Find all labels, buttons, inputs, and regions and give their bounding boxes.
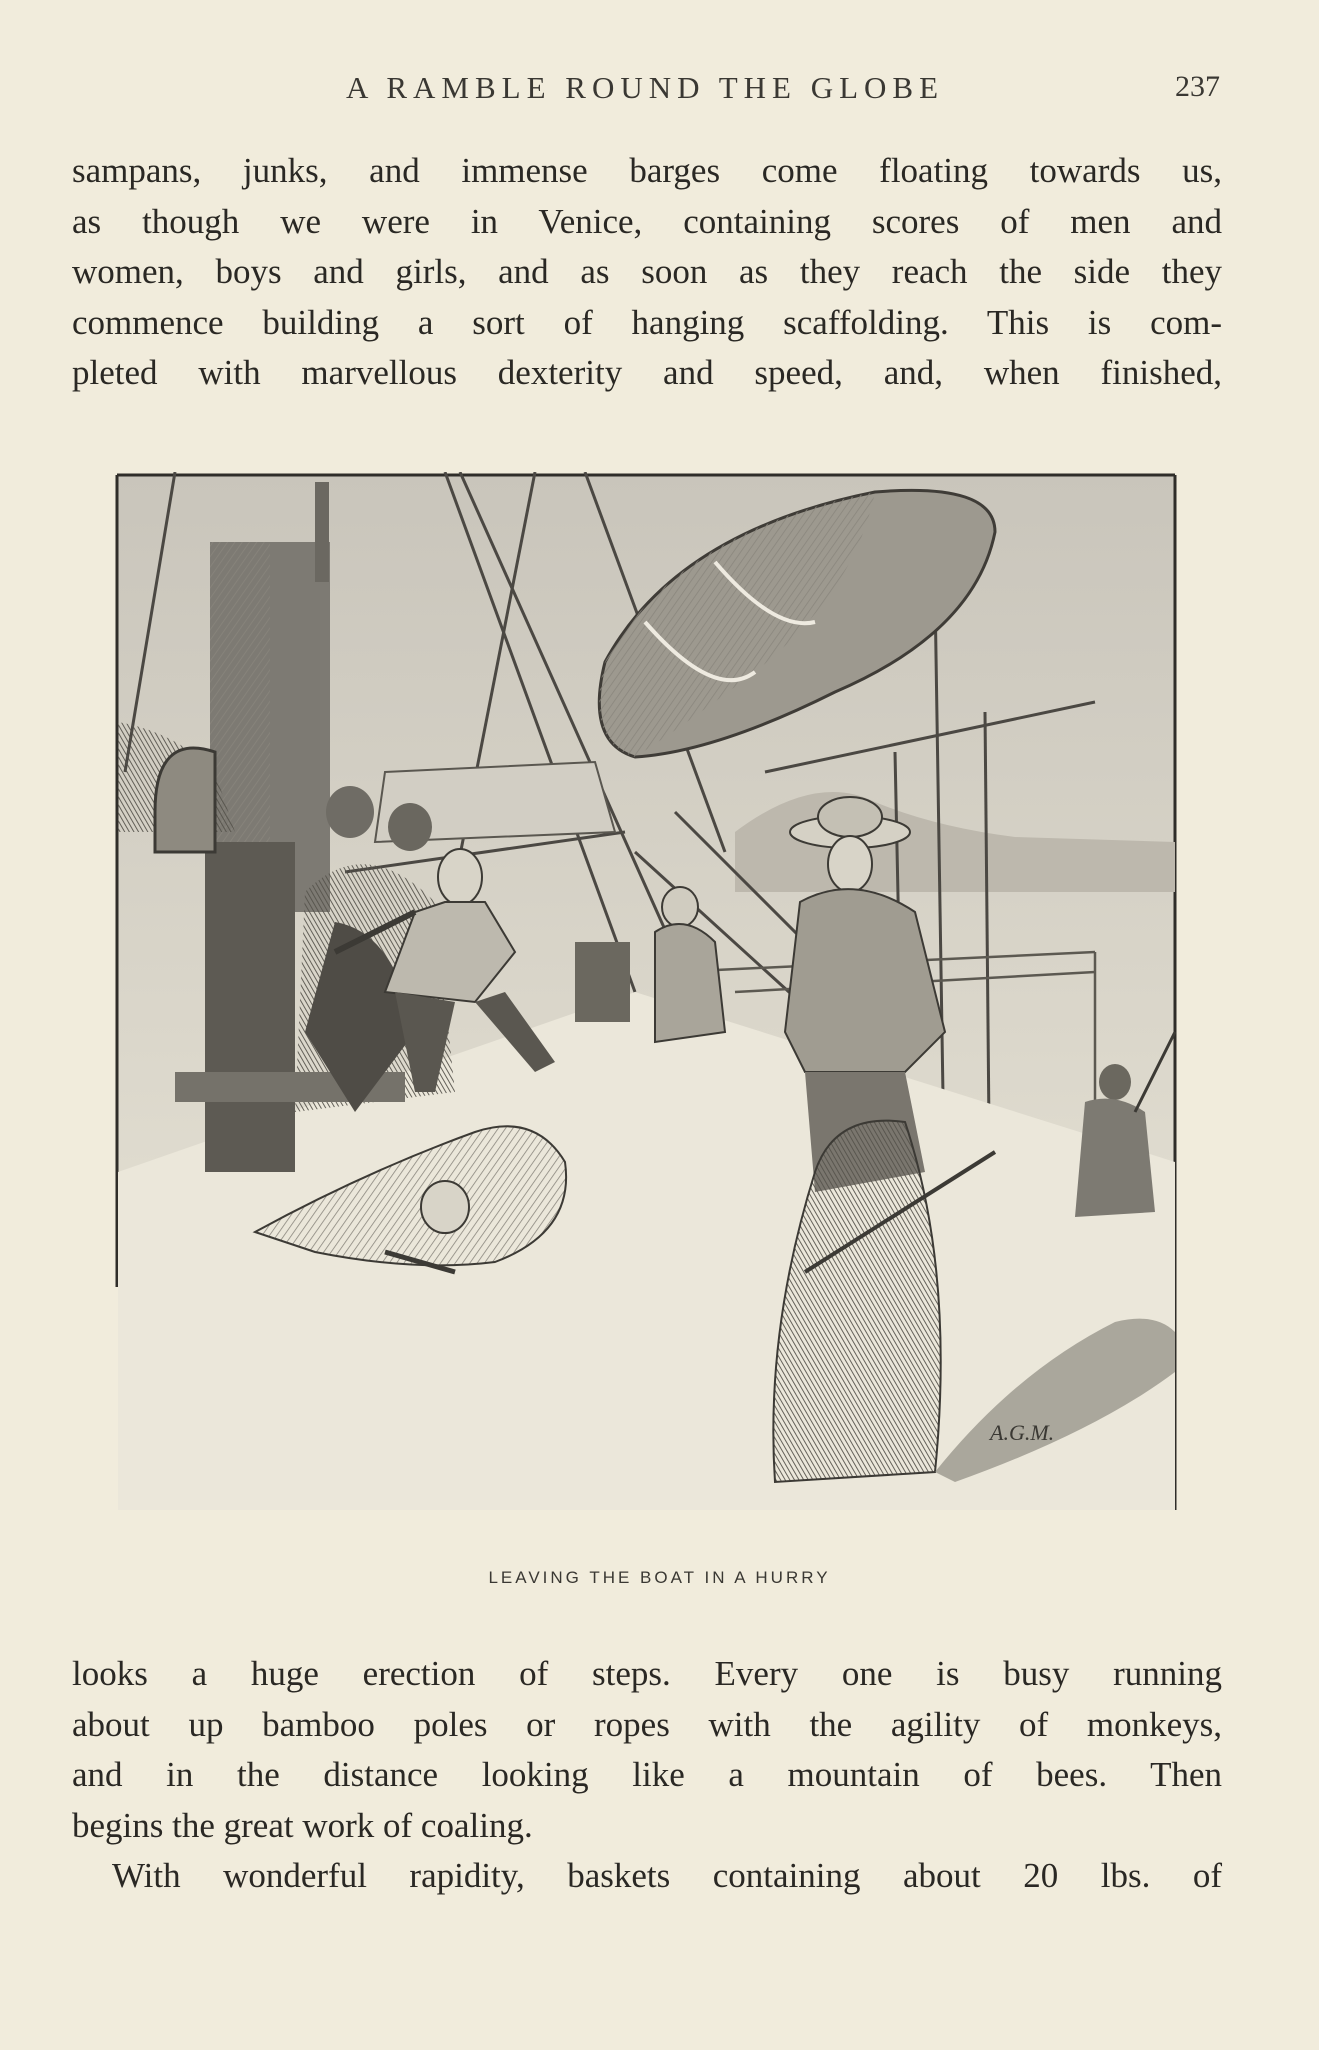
running-head	[70, 70, 1220, 110]
text-line: looks a huge erection of steps. Every one is busy running	[72, 1654, 1222, 1693]
text-line: With wonderful rapidity, baskets containing about 20 lbs. of	[112, 1856, 1222, 1895]
text-line: women, boys and girls, and as soon as they reach the side they	[72, 252, 1222, 291]
running-title: A RAMBLE ROUND THE GLOBE	[345, 70, 945, 105]
figure-caption: LEAVING THE BOAT IN A HURRY	[488, 1568, 831, 1587]
paragraph-bottom	[72, 1649, 1222, 1902]
artist-signature: A.G.M.	[990, 1420, 1055, 1445]
page-number: 237	[1175, 70, 1220, 103]
text-line: begins the great work of coaling.	[72, 1805, 533, 1845]
text-line: as though we were in Venice, containing scores of men and	[72, 201, 1222, 241]
text-line: about up bamboo poles or ropes with the agility of monkeys,	[72, 1704, 1222, 1744]
text-line: commence building a sort of hanging scaffolding. This is com-	[72, 302, 1222, 342]
text-line: pleted with marvellous dexterity and speed, and, when finished,	[72, 353, 1222, 392]
paragraph-top	[72, 146, 1222, 399]
illustration-drawing	[115, 472, 1180, 1510]
text-line: sampans, junks, and immense barges come floating towards us,	[72, 151, 1222, 190]
illustration	[115, 472, 1180, 1510]
text-line: and in the distance looking like a mountain of bees. Then	[72, 1755, 1222, 1794]
